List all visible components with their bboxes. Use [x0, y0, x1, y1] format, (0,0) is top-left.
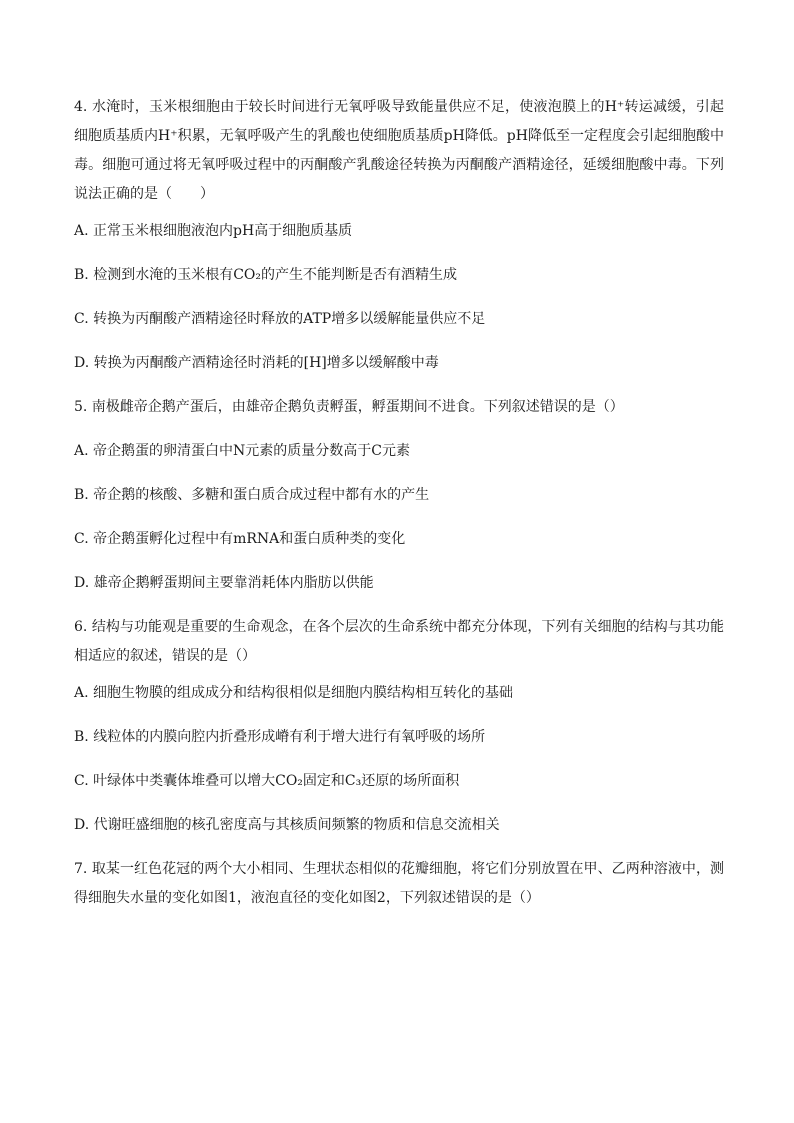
question-list: [74, 93, 724, 921]
option-a: A. 帝企鹅蛋的卵清蛋白中N元素的质量分数高于C元素: [74, 443, 410, 459]
option-d: D. 雄帝企鹅孵蛋期间主要靠消耗体内脂肪以供能: [74, 575, 374, 591]
option-b: B. 线粒体的内膜向腔内折叠形成嵴有利于增大进行有氧呼吸的场所: [74, 729, 486, 745]
option-c: C. 叶绿体中类囊体堆叠可以增大CO₂固定和C₃还原的场所面积: [74, 773, 460, 789]
question-stem: 4. 水淹时，玉米根细胞由于较长时间进行无氧呼吸导致能量供应不足，使液泡膜上的H⁺转运减缓，引起细胞质基质内H⁺积累，无氧呼吸产生的乳酸也使细胞质基质pH降低。pH降低至一定程度会引起细胞酸中毒。细胞可通过将无氧呼吸过程中的丙酮酸产乳酸途径转换为丙酮酸产酒精途径，延缓细胞酸中毒。下列说法正确的是（ ）: [74, 99, 724, 202]
question-stem: 7. 取某一红色花冠的两个大小相同、生理状态相似的花瓣细胞，将它们分别放置在甲、乙两种溶液中，测得细胞失水量的变化如图1，液泡直径的变化如图2，下列叙述错误的是（）: [74, 861, 724, 906]
question-stem: 6. 结构与功能观是重要的生命观念，在各个层次的生命系统中都充分体现，下列有关细胞的结构与其功能相适应的叙述，错误的是（）: [74, 619, 724, 664]
option-d: D. 代谢旺盛细胞的核孔密度高与其核质间频繁的物质和信息交流相关: [74, 817, 500, 833]
question-6: [74, 613, 724, 840]
question-7: [74, 855, 724, 913]
question-5: [74, 393, 724, 598]
option-a: A. 正常玉米根细胞液泡内pH高于细胞质基质: [74, 223, 353, 239]
option-a: A. 细胞生物膜的组成成分和结构很相似是细胞内膜结构相互转化的基础: [74, 685, 514, 701]
question-stem: 5. 南极雌帝企鹅产蛋后，由雄帝企鹅负责孵蛋，孵蛋期间不进食。下列叙述错误的是（）: [74, 399, 624, 415]
option-b: B. 帝企鹅的核酸、多糖和蛋白质合成过程中都有水的产生: [74, 487, 430, 503]
option-b: B. 检测到水淹的玉米根有CO₂的产生不能判断是否有酒精生成: [74, 267, 457, 283]
option-d: D. 转换为丙酮酸产酒精途径时消耗的[H]增多以缓解酸中毒: [74, 355, 439, 371]
option-c: C. 转换为丙酮酸产酒精途径时释放的ATP增多以缓解能量供应不足: [74, 311, 486, 327]
option-c: C. 帝企鹅蛋孵化过程中有mRNA和蛋白质种类的变化: [74, 531, 406, 547]
question-4: [74, 93, 724, 378]
